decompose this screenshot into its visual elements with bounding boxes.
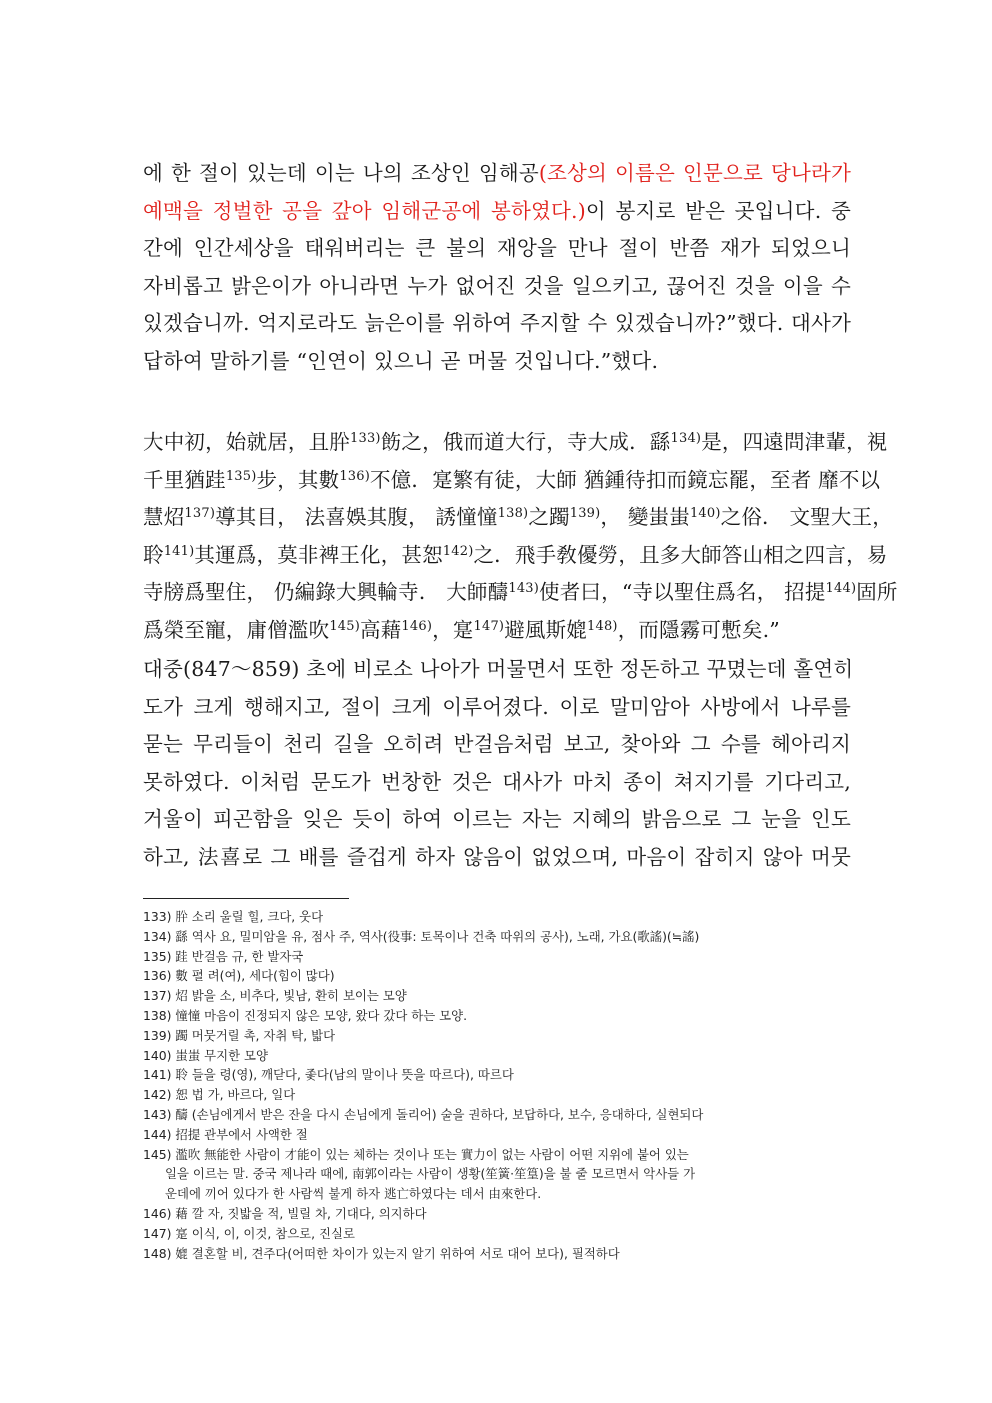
- hanja-text: 爲榮至寵，庸僧濫吹: [143, 617, 330, 642]
- footnote-145: 145) 濫吹 無能한 사람이 才能이 있는 체하는 것이나 또는 實力이 없는 사람이 어떤 지위에 붙어 있는: [143, 1146, 689, 1162]
- hanja-text: ，寔: [432, 617, 474, 642]
- footnote-ref: 135): [225, 468, 257, 484]
- footnotes: [143, 907, 853, 1263]
- footnote-ref: 148): [587, 618, 618, 634]
- footnote-135: 135) 跬 반걸음 규, 한 발자국: [143, 948, 304, 964]
- footnote-ref: 140): [689, 506, 721, 522]
- footnote-134: 134) 繇 역사 요, 밀미암을 유, 점사 주, 역사(役事: 토목이나 건축 따위의 공사), 노래, 가요(歌謠)(≒謠): [143, 928, 700, 944]
- footnote-142: 142) 恕 법 가, 바르다, 일다: [143, 1087, 296, 1103]
- hanja-line: [143, 424, 888, 462]
- hanja-text: 使者曰，“寺以聖住爲名， 招提: [539, 580, 826, 605]
- red-annotation-span: 예맥을 정벌한 공을 갚아 임해군공에 봉하였다.): [143, 198, 586, 223]
- footnote-ref: 143): [508, 581, 540, 597]
- footnote-145-continuation: 운데에 끼어 있다가 한 사람씩 불게 하자 逃亡하였다는 데서 由來한다.: [165, 1186, 542, 1202]
- hanja-paragraph: [143, 424, 898, 650]
- footnote-ref: 133): [350, 431, 381, 446]
- korean-paragraph-1: [143, 155, 851, 381]
- text-line: [143, 155, 851, 193]
- text-line: 대중(847～859) 초에 비로소 나아가 머물면서 또한 정돈하고 꾸몄는데 홀연히: [143, 657, 854, 681]
- footnote-146: 146) 藉 깔 자, 짓밟을 적, 빌릴 차, 기대다, 의지하다: [143, 1205, 427, 1221]
- footnote-143: 143) 醻 (손님에게서 받은 잔을 다시 손님에게 돌리어) 술을 권하다, 보답하다, 보수, 응대하다, 실현되다: [143, 1106, 704, 1122]
- footnote-145-continuation: 일을 이르는 말. 중국 제나라 때에, 南郭이라는 사람이 생황(笙簧·笙篁)을 불 줄 모르면서 악사들 가: [165, 1166, 696, 1182]
- text-line: 자비롭고 밝은이가 아니라면 누가 없어진 것을 일으키고, 끊어진 것을 이을 수: [143, 273, 851, 298]
- text-line: [143, 193, 851, 231]
- footnote-ref: 141): [163, 543, 195, 559]
- hanja-text: 之躅: [528, 505, 570, 530]
- hanja-text: 固所: [856, 580, 898, 605]
- hanja-text: 大中初，始就居，且肸: [143, 430, 350, 454]
- hanja-line: [143, 574, 898, 612]
- text-line: 하고, 法喜로 그 배를 즐겁게 하자 않음이 없었으며, 마음이 잡히지 않아 머뭇: [143, 844, 851, 869]
- hanja-text: 寺牓爲聖住， 仍編錄大興輪寺． 大師醻: [143, 580, 509, 605]
- footnote-ref: 138): [497, 506, 529, 522]
- hanja-text: 高藉: [360, 617, 402, 642]
- footnote-144: 144) 招提 관부에서 사액한 절: [143, 1126, 308, 1142]
- hanja-text: 之．飛手敎優勞，且多大師答山相之四言，易: [473, 542, 888, 567]
- text-line: 못하였다. 이처럼 문도가 번창한 것은 대사가 마치 종이 쳐지기를 기다리고,: [143, 769, 851, 794]
- text-line: 있겠습니까. 억지로라도 늙은이를 위하여 주지할 수 있겠습니까?”했다. 대사가: [143, 311, 851, 336]
- korean-paragraph-2: [143, 651, 854, 877]
- footnote-ref: 147): [473, 618, 505, 634]
- hanja-line: [143, 537, 888, 575]
- footnote-ref: 136): [339, 468, 370, 484]
- footnote-140: 140) 蚩蚩 무지한 모양: [143, 1047, 268, 1063]
- footnote-141: 141) 聆 들을 령(영), 깨닫다, 좇다(남의 말이나 뜻을 따르다), 따르다: [143, 1067, 514, 1083]
- footnote-ref: 145): [329, 618, 360, 634]
- hanja-text: 導其目， 法喜娛其腹， 誘憧憧: [215, 505, 498, 530]
- text-line: 거울이 피곤함을 잊은 듯이 하여 이르는 자는 지혜의 밝음으로 그 눈을 인도: [143, 807, 851, 832]
- footnote-ref: 137): [184, 506, 216, 522]
- hanja-text: 千里猶跬: [143, 467, 226, 492]
- hanja-text: 之俗． 文聖大王，: [720, 505, 893, 530]
- hanja-text: 不億．寔繁有徒，大師 猶鍾待扣而鏡忘罷，至者 靡不以: [370, 467, 881, 492]
- hanja-line: [143, 612, 851, 650]
- footnote-133: 133) 肸 소리 울릴 힐, 크다, 웃다: [143, 909, 324, 924]
- footnote-ref: 134): [670, 431, 702, 446]
- text-line: 묻는 무리들이 천리 길을 오히려 반걸음처럼 보고, 찾아와 그 수를 헤아리지: [143, 732, 851, 757]
- footnote-136: 136) 數 펼 려(여), 세다(힘이 많다): [143, 968, 335, 984]
- footnote-137: 137) 炤 밝을 소, 비추다, 빛남, 환히 보이는 모양: [143, 988, 407, 1004]
- footnote-ref: 146): [401, 618, 433, 634]
- footnote-ref: 142): [442, 543, 474, 559]
- footnote-147: 147) 寔 이식, 이, 이것, 참으로, 진실로: [143, 1225, 355, 1241]
- footnote-ref: 144): [825, 581, 857, 597]
- hanja-line: [143, 499, 893, 537]
- text-line: 답하여 말하기를 “인연이 있으니 곧 머물 것입니다.”했다.: [143, 348, 659, 373]
- text-span: 이 봉지로 받은 곳입니다. 중: [585, 198, 851, 223]
- red-annotation-span: (조상의 이름은 인문으로 당나라가: [538, 161, 851, 185]
- hanja-text: 慧炤: [143, 505, 185, 530]
- hanja-text: 步，其數: [256, 467, 340, 492]
- footnote-separator: [143, 898, 349, 899]
- footnote-138: 138) 憧憧 마음이 진정되지 않은 모양, 왔다 갔다 하는 모양.: [143, 1007, 468, 1023]
- footnote-148: 148) 媲 결혼할 비, 견주다(어떠한 차이가 있는지 알기 위하여 서로 대어 보다), 필적하다: [143, 1245, 620, 1261]
- hanja-text: 飭之，俄而道大行，寺大成．繇: [380, 430, 671, 454]
- footnote-ref: 139): [569, 506, 601, 522]
- hanja-text: ， 變蚩蚩: [600, 505, 690, 530]
- hanja-line: [143, 462, 881, 500]
- text-span: 에 한 절이 있는데 이는 나의 조상인 임해공: [143, 161, 539, 185]
- hanja-text: ，而隱霧可慙矣.”: [617, 617, 780, 642]
- footnote-139: 139) 躅 머뭇거릴 촉, 자취 탁, 밟다: [143, 1027, 336, 1043]
- text-line: 도가 크게 행해지고, 절이 크게 이루어졌다. 이로 말미암아 사방에서 나루를: [143, 694, 851, 719]
- text-line: 간에 인간세상을 태워버리는 큰 불의 재앙을 만나 절이 반쯤 재가 되었으니: [143, 236, 851, 261]
- hanja-text: 避風斯媲: [504, 617, 587, 642]
- hanja-text: 聆: [143, 542, 164, 567]
- hanja-text: 是，四遠問津輩，視: [701, 430, 888, 454]
- hanja-text: 其運爲，莫非裨王化，甚恕: [194, 542, 443, 567]
